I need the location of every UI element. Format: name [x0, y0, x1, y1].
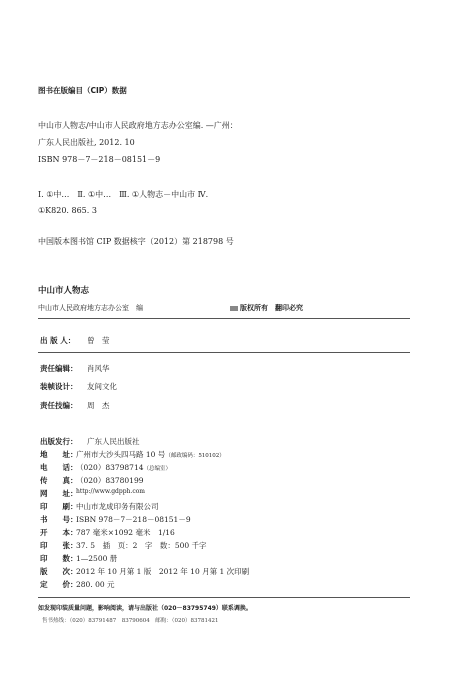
cip-line-1: 中山市人物志/中山市人民政府地方志办公室编. —广州：: [38, 121, 238, 130]
address-label: 地 址：: [40, 450, 78, 459]
technical-editor-value: 周 杰: [87, 401, 110, 410]
rights-text: 版权所有 翻印必究: [240, 304, 303, 312]
edition-label: 版 次：: [40, 567, 78, 576]
technical-editor-label: 责任技编：: [40, 401, 78, 410]
fax-value: （020）83780199: [76, 476, 144, 485]
website-label: 网 址：: [40, 489, 78, 498]
responsible-editor-label: 责任编辑：: [40, 364, 78, 373]
format-label: 开 本：: [40, 528, 78, 537]
cip-class-line-2: ①K820. 865. 3: [38, 206, 97, 215]
responsible-editor-value: 肖风华: [87, 364, 110, 373]
isbn-label: 书 号：: [40, 515, 78, 524]
rights-mark-icon: [230, 305, 238, 312]
phone-note: （总编室）: [143, 466, 172, 472]
rights-notice: [230, 303, 303, 313]
issuer-value: 广东人民出版社: [87, 437, 140, 446]
divider-staff: [38, 352, 410, 353]
publisher-label: 出 版 人：: [40, 336, 76, 345]
divider-top: [38, 318, 410, 319]
cip-isbn: ISBN 978－7－218－08151－9: [38, 155, 161, 164]
format-value: 787 毫米×1092 毫米 1/16: [76, 528, 175, 537]
design-value: 友间文化: [87, 382, 117, 391]
divider-bottom: [38, 597, 410, 598]
website-value: http://www.gdpph.com: [76, 488, 145, 495]
book-title: 中山市人物志: [38, 286, 90, 296]
design-label: 装帧设计：: [40, 382, 78, 391]
print-run-value: 1—2500 册: [76, 554, 118, 563]
price-label: 定 价：: [40, 580, 78, 589]
printer-label: 印 刷：: [40, 502, 78, 511]
phone-label: 电 话：: [40, 463, 78, 472]
edition-value: 2012 年 10 月第 1 版 2012 年 10 月第 1 次印刷: [76, 567, 250, 576]
print-run-label: 印 数：: [40, 554, 78, 563]
publisher-value: 曾 莹: [87, 336, 110, 345]
phone-value: （020）83798714: [76, 463, 144, 472]
issuer-label: 出版发行：: [40, 437, 78, 446]
cip-class-line-1: Ⅰ. ①中… Ⅱ. ①中… Ⅲ. ①人物志－中山市 Ⅳ.: [38, 190, 209, 199]
address-postcode: （邮政编码：510102）: [165, 453, 225, 459]
quality-notice: 如发现印装质量问题，影响阅读，请与出版社（020－83795749）联系调换。: [38, 605, 252, 612]
address-value: 广州市大沙头四马路 10 号: [76, 450, 166, 459]
fax-label: 传 真：: [40, 476, 78, 485]
cip-verify-line: 中国版本图书馆 CIP 数据核字（2012）第 218798 号: [38, 237, 234, 246]
cip-heading: 图书在版编目（CIP）数据: [38, 86, 127, 95]
book-editor: 中山市人民政府地方志办公室 编: [38, 304, 143, 312]
price-value: 280. 00 元: [76, 580, 115, 589]
printer-value: 中山市龙成印务有限公司: [76, 502, 159, 511]
isbn-value: ISBN 978－7－218－08151－9: [76, 515, 191, 524]
sales-hotline: 售书热线：（020）83791487 83790604 邮购：（020）83781421: [42, 618, 219, 624]
sheets-value: 37. 5 插 页：2 字 数：500 千字: [76, 541, 207, 550]
cip-line-2: 广东人民出版社, 2012. 10: [38, 138, 135, 147]
sheets-label: 印 张：: [40, 541, 78, 550]
